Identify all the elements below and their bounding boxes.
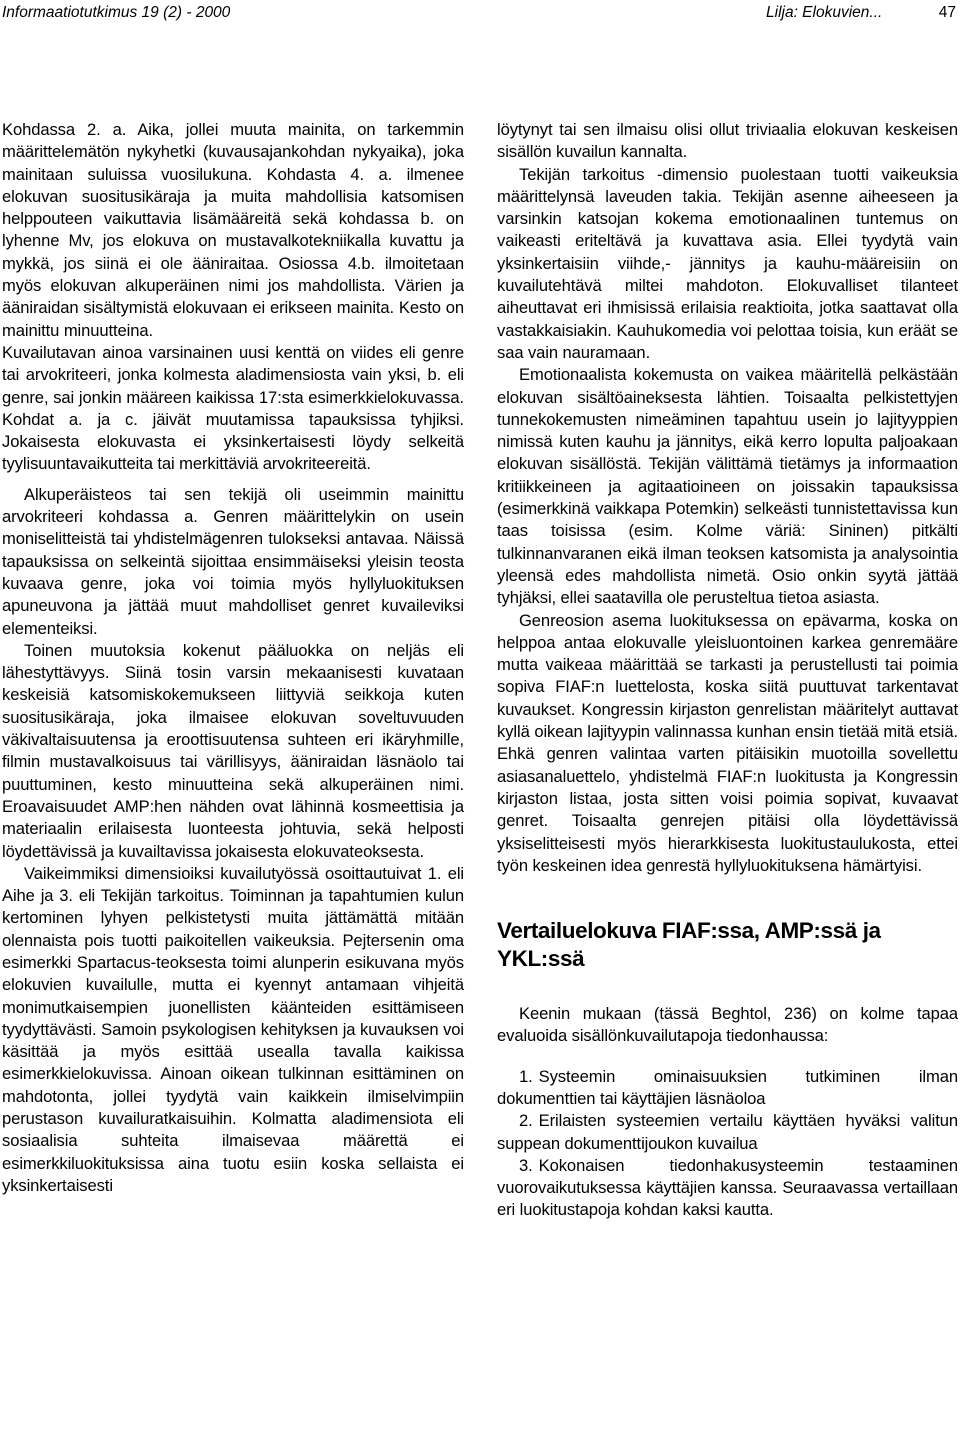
list-item-text: Erilaisten systeemien vertailu käyttäen hyväksi valitun suppean dokumenttijoukon kuvailua bbox=[497, 1111, 958, 1153]
section-intro: Keenin mukaan (tässä Beghtol, 236) on kolme tapaa evaluoida sisällönkuvailutapoja tiedonhaussa: bbox=[497, 1004, 958, 1046]
body-paragraph: Genreosion asema luokituksessa on epävarma, koska on helppoa antaa elokuvalle yleisluontoinen karkea genremääre mutta vaikeaa määrittää se tarkasti ja perustellusti tai poimia sopiva FIAF:n luettelosta, koska siitä puuttuvat tarkentavat kuvaukset. Kongressin kirjaston genrelistan määritelyt auttavat kyllä oikean lajityypin valinnassa kunhan ensin tietää mitä etsiä. Ehkä genren valintaa varten pitäisikin muotoilla sovellettu asiasanaluettelo, yhdistelmä FIAF:n luokitusta ja Kongressin kirjaston listaa, josta sitten voisi poimia sopivat, kuvaavat genret. Toisaalta genrejen pitäisi olla löydettävissä yksiselitteisesti myös hierarkkisesta luokitustaulukosta, ettei työn keskeinen idea genrestä hyllyluokituksena hämärtyisi. bbox=[497, 610, 958, 875]
list-item bbox=[497, 1155, 958, 1222]
list-item-number: 1. bbox=[519, 1066, 533, 1086]
right-column bbox=[497, 119, 958, 1222]
list-item-text: Systeemin ominaisuuksien tutkiminen ilman dokumenttien tai käyttäjien läsnäoloa bbox=[497, 1066, 958, 1108]
list-item bbox=[497, 1066, 958, 1111]
list-item-text: Kokonaisen tiedonhakusysteemin testaaminen vuorovaikutuksessa käyttäjien kanssa. Seuraavassa vertaillaan eri luokitustapoja kohdan kaksi kautta. bbox=[497, 1155, 958, 1220]
body-paragraph: Kuvailutavan ainoa varsinainen uusi kenttä on viides eli genre tai arvokriteeri, jonka kolmesta aladimensiosta vain yksi, b. eli genre, sai jonkin määreen kaikissa 17:sta esimerkkielokuvassa. Kohdat a. ja c. jäivät muutamissa tapauksissa tyhjiksi. Jokaisesta elokuvasta ei yksinkertaisesti löydy selkeitä tyylisuuntavaikutteita tai merkittäviä arvokriteereitä. bbox=[2, 342, 464, 474]
body-paragraph: Toinen muutoksia kokenut pääluokka on neljäs eli lähestyttävyys. Siinä tosin varsin mekaanisesti kuvataan keskeisiä katsomiskokemukseen liittyviä seikkoja kuten suositusikäraja, joka ilmaisee elokuvan soveltuvuuden väkivaltaisuutensa ja eroottisuutensa suhteen eri ikäryhmille, filmin mustavalkoisuus tai värillisyys, ääniraidan läsnäolo tai puuttuminen, kesto minuutteina sekä alkuperäinen nimi. Eroavaisuudet AMP:hen nähden ovat lähinnä kosmeettisia ja materiaalin erilaisesta luonteesta johtuvia, sekä helposti löydettävissä ja kuvailtavissa jokaisesta elokuvateoksesta. bbox=[2, 640, 464, 861]
list-item bbox=[497, 1110, 958, 1155]
list-item-number: 2. bbox=[519, 1111, 533, 1131]
body-paragraph: Emotionaalista kokemusta on vaikea määritellä pelkästään elokuvan sisältöaineksesta lähtien. Toisaalta pelkistettyjen tunnekokemusten nimeäminen tapahtuu usein jo lajityyppien nimissä kuten kauhu ja jännitys, eikä kerro lopulta paljoakaan elokuvan sisällöstä. Tekijän välittämä tietämys ja informaation kritiikkeineen ja agitaatioineen on joissakin tapauksissa (esimerkkinä vaikkapa Potemkin) selkeästi tunnistettavissa kun taas toisissa (esim. Kolme väriä: Sininen) pitkälti tulkinnanvaranen eikä ilman teoksen katsomista ja analysointia yleensä edes mahdollista nimetä. Osio onkin syytä jättää tyhjäksi, ellei saatavilla ole perusteltua tietoa asiasta. bbox=[497, 365, 958, 608]
body-paragraph: Kohdassa 2. a. Aika, jollei muuta mainita, on tarkemmin määrittelemätön nykyhetki (kuvausajankohdan nykyaika), joka mainitaan suluissa vuosilukuna. Kohdasta 4. a. ilmenee elokuvan suositusikäraja ja muita mahdollisia katsomisen helppouteen vaikuttavia lisämääreitä sekä kohdassa b. on lyhenne Mv, jos elokuva on mustavalkotekniikalla kuvattu ja mykkä, jos siinä ei ole ääniraitaa. Osiossa 4.b. ilmoitetaan myös elokuvan alkuperäinen nimi jos mahdollista. Värien ja ääniraidan sisältymistä elokuvaan ei erikseen mainita. Kesto on mainittu minuutteina. bbox=[2, 120, 464, 340]
page-number: 47 bbox=[938, 4, 956, 21]
body-paragraph: Alkuperäisteos tai sen tekijä oli useimmin mainittu arvokriteeri kohdassa a. Genren määrittelykin on usein moniselitteistä tai yhdistelmägenren tulokseksi antavaa. Näissä tapauksissa on selkeintä sijoittaa ensimmäiseksi yleisin teosta kuvaava genre, joka voi toimia myös hyllyluokituksen apuneuvona ja jättää muut mahdolliset genret kuvaileviksi elementeiksi. bbox=[2, 484, 464, 638]
journal-title: Informaatiotutkimus 19 (2) - 2000 bbox=[2, 4, 231, 21]
evaluation-method-list bbox=[497, 1066, 958, 1222]
article-short-title: Lilja: Elokuvien... bbox=[766, 4, 883, 21]
body-paragraph: Vaikeimmiksi dimensioiksi kuvailutyössä osoittautuivat 1. eli Aihe ja 3. eli Tekijän tarkoitus. Toiminnan ja tapahtumien kulun kertominen lyhyen pelkistetysti muita jättämättä mitään olennaista pois tuotti paikoitellen vaikeuksia. Pejtersenin oma esimerkki Spartacus-teoksesta toimi alunperin esikuvana myös elokuvien kuvailulle, mutta ei kyennyt antamaan vihjeitä monimutkaisempien juonellisten käänteiden esittämiseen tyydyttävästi. Samoin psykologisen kehityksen ja kuvauksen voi käsittää ja myös esittää usealla tavalla kaikissa esimerkkielokuvissa. Ainoan oikean tulkinnan esittäminen on mahdotonta, jollei tyydytä vain kaikkein ilmiselvimpiin perustason kuvailuratkaisuihin. Kolmatta aladimensiota eli sosiaalisia suhteita ilmaisevaa määrettä ei esimerkkiluokituksissa aina tuotu esiin koska sellaista ei yksinkertaisesti bbox=[2, 863, 464, 1195]
section-heading: Vertailuelokuva FIAF:ssa, AMP:ssä ja YKL:ssä bbox=[497, 918, 881, 972]
body-paragraph: Tekijän tarkoitus -dimensio puolestaan tuotti vaikeuksia määrittelynsä laveuden takia. Tekijän asenne aiheeseen ja varsinkin katsojan kokema emotionaalinen tuntemus on vaikeasti eriteltävä ja kuvattava asia. Ellei tyydytä vain yksinkertaisiin viihde,- jännitys ja kauhu-määreisiin on kuvailutehtävä miltei mahdoton. Elokuvalliset tilanteet aiheuttavat eri ihmisissä erilaisia reaktioita, jotka saattavat olla vastakkaisiakin. Kauhukomedia voi pelottaa toisia, kun eräät se saa vain nauramaan. bbox=[497, 164, 958, 362]
running-header bbox=[0, 4, 960, 26]
left-column bbox=[2, 119, 464, 1197]
list-item-number: 3. bbox=[519, 1155, 533, 1175]
body-paragraph: löytynyt tai sen ilmaisu olisi ollut triviaalia elokuvan keskeisen sisällön kuvailun kannalta. bbox=[497, 120, 958, 162]
